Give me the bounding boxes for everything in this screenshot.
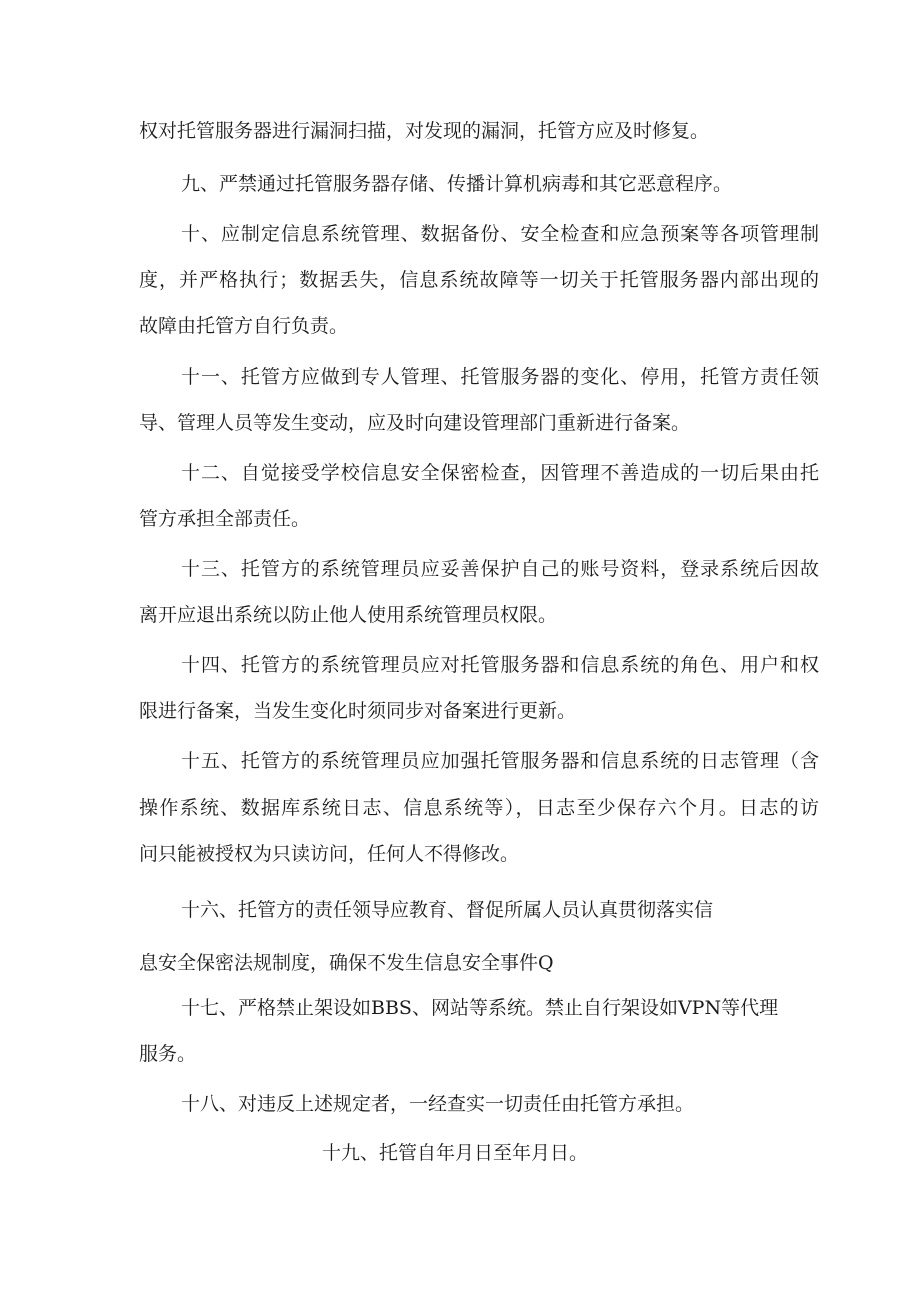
paragraph-line: 度，并严格执行；数据丢失，信息系统故障等一切关于托管服务器内部出现的 — [139, 269, 819, 291]
paragraph-line: 离开应退出系统以防止他人使用系统管理员权限。 — [139, 604, 558, 626]
paragraph-line: 十二、自觉接受学校信息安全保密检查，因管理不善造成的一切后果由托 — [181, 462, 819, 484]
paragraph-line: 故障由托管方自行负责。 — [139, 315, 349, 337]
paragraph-line: 问只能被授权为只读访问，任何人不得修改。 — [139, 843, 520, 865]
paragraph-line: 息安全保密法规制度，确保不发生信息安全事件Q — [139, 952, 554, 974]
paragraph-line: 十四、托管方的系统管理员应对托管服务器和信息系统的角色、用户和权 — [181, 654, 819, 676]
paragraph-line: 十五、托管方的系统管理员应加强托管服务器和信息系统的日志管理（含 — [181, 750, 819, 772]
paragraph-line: 九、严禁通过托管服务器存储、传播计算机病毒和其它恶意程序。 — [181, 173, 733, 195]
paragraph-line: 十一、托管方应做到专人管理、托管服务器的变化、停用，托管方责任领 — [181, 366, 819, 388]
paragraph-line: 十七、严格禁止架设如BBS、网站等系统。禁止自行架设如VPN等代理 — [181, 997, 779, 1019]
paragraph-line: 服务。 — [139, 1043, 197, 1065]
paragraph-line: 限进行备案，当发生变化时须同步对备案进行更新。 — [139, 700, 577, 722]
paragraph-line: 十三、托管方的系统管理员应妥善保护自己的账号资料，登录系统后因故 — [181, 558, 819, 580]
paragraph-line: 导、管理人员等发生变动，应及时向建设管理部门重新进行备案。 — [139, 412, 691, 434]
paragraph-line: 十、应制定信息系统管理、数据备份、安全检查和应急预案等各项管理制 — [181, 223, 819, 245]
paragraph-line: 十六、托管方的责任领导应教育、督促所属人员认真贯彻落实信 — [181, 899, 714, 921]
paragraph-line: 权对托管服务器进行漏洞扫描，对发现的漏洞，托管方应及时修复。 — [139, 120, 710, 142]
paragraph-line: 管方承担全部责任。 — [139, 508, 311, 530]
paragraph-line: 十九、托管自年月日至年月日。 — [322, 1142, 589, 1164]
paragraph-line: 操作系统、数据库系统日志、信息系统等），日志至少保存六个月。日志的访 — [139, 797, 819, 819]
paragraph-line: 十八、对违反上述规定者，一经查实一切责任由托管方承担。 — [181, 1093, 695, 1115]
